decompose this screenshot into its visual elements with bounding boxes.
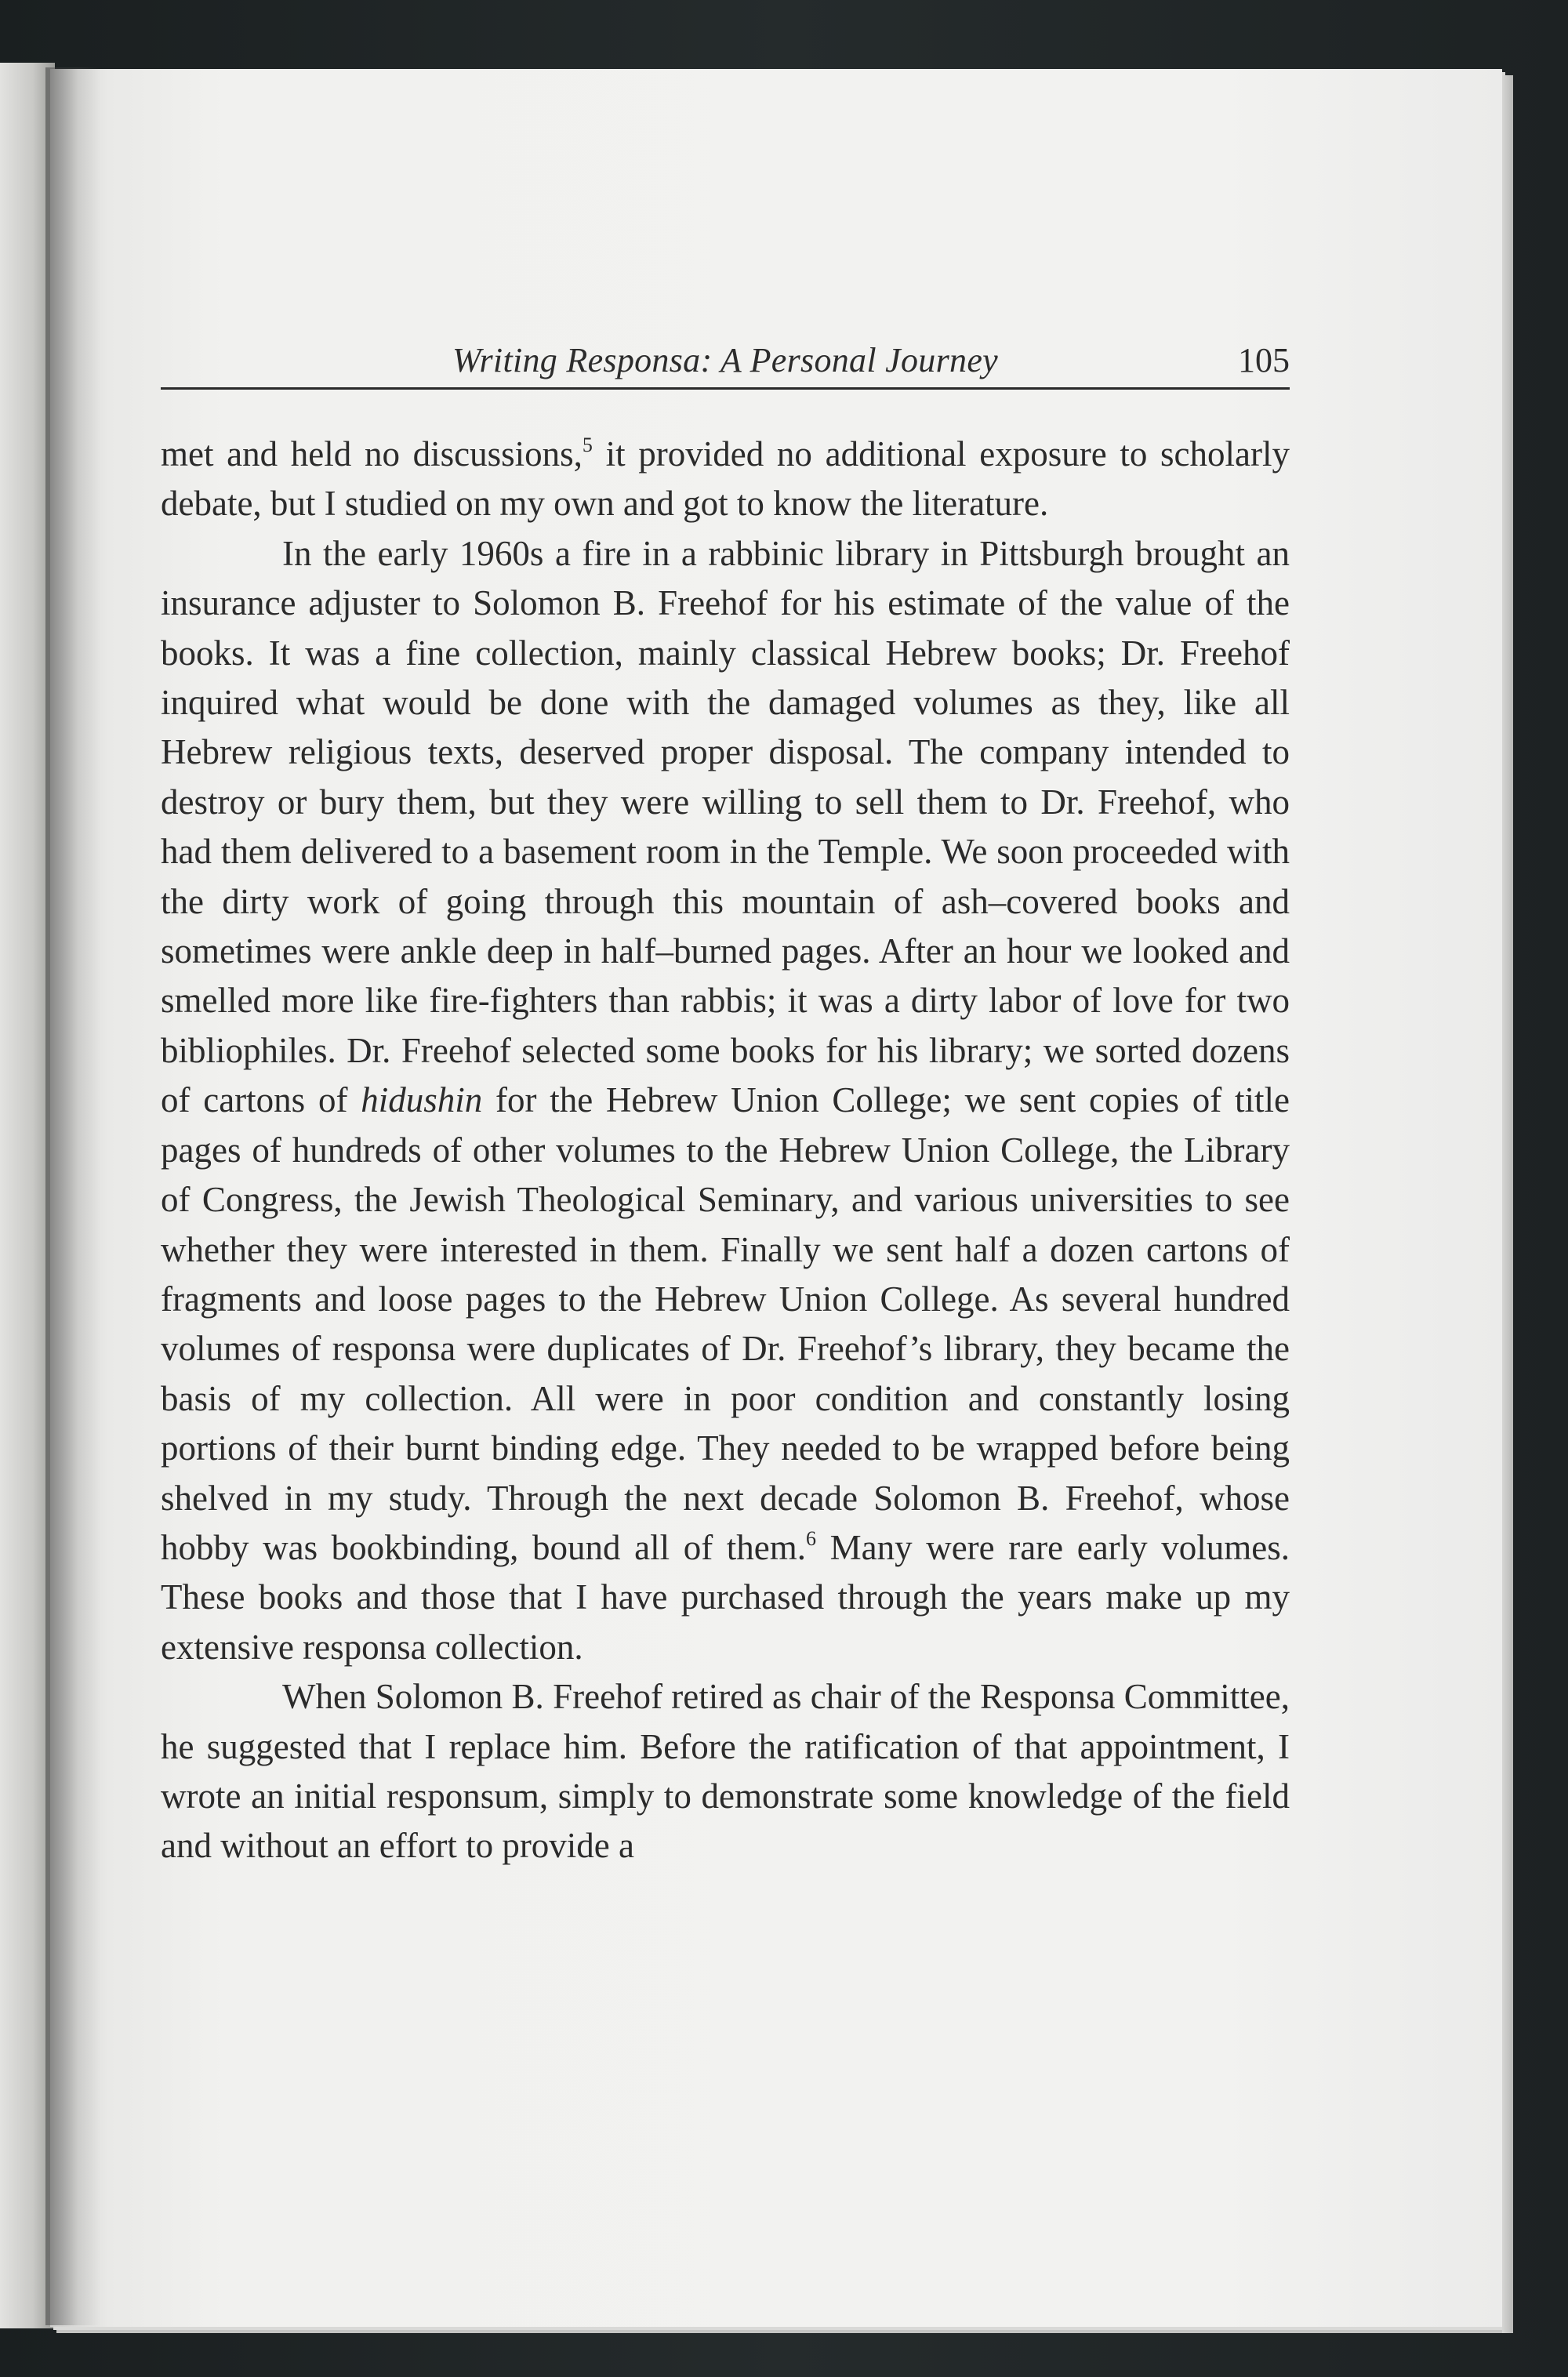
running-head [161, 336, 1290, 390]
running-title: Writing Responsa: A Personal Journey [452, 341, 998, 379]
page-number: 105 [1238, 341, 1290, 379]
gutter-shadow [45, 67, 100, 2325]
text-segment: for the Hebrew Union College; we sent copies of title pages of hundreds of other volumes to the Hebrew Union College, the Library of Congress, the Jewish Theological Seminary, and various universities to see whether they were interested in them. Finally we sent half a dozen cartons of fragments and loose pages to the Hebrew Union College. As several hundred volumes of responsa were duplicates of Dr. Freehof’s library, they became the basis of my collection. All were in poor condition and constantly losing portions of their burnt binding edge. They needed to be wrapped before being shelved in my study. Through the next decade Solomon B. Freehof, whose hobby was bookbinding, bound all of them. [161, 1080, 1290, 1567]
paragraph [161, 529, 1290, 1672]
italic-term: hidushin [361, 1080, 483, 1120]
page-edge-right [1502, 75, 1513, 2333]
text-segment: When Solomon B. Freehof retired as chair of the Responsa Committee, he suggested that I replace him. Before the ratification of that appointment, I wrote an initial responsum, simply to demonstrate some knowledge of the field and without an effort to provide a [161, 1677, 1290, 1866]
body-text [161, 430, 1290, 1871]
footnote-ref: 6 [806, 1526, 817, 1550]
paragraph [161, 430, 1290, 529]
text-segment: met and held no discussions, [161, 434, 583, 474]
footnote-ref: 5 [582, 434, 593, 456]
text-segment: Many were rare early volumes. These books and those that I have purchased through the years make up my extensive responsa collection. [161, 1527, 1290, 1667]
text-segment: In the early 1960s a fire in a rabbinic library in Pittsburgh brought an insurance adjuster to Solomon B. Freehof for his estimate of the value of the books. It was a fine collection, mainly classical Hebrew books; Dr. Freehof inquired what would be done with the damaged volumes as they, like all Hebrew religious texts, deserved proper disposal. The company intended to destroy or bury them, but they were willing to sell them to Dr. Freehof, who had them delivered to a basement room in the Temple. We soon proceeded with the dirty work of going through this mountain of ash–covered books and sometimes were ankle deep in half–burned pages. After an hour we looked and smelled more like fire-fighters than rabbis; it was a dirty labor of love for two bibliophiles. Dr. Freehof selected some books for his library; we sorted dozens of cartons of [161, 533, 1290, 1120]
text-segment: it provided no additional exposure to scholarly debate, but I studied on my own and got to know the literature. [161, 434, 1290, 524]
paragraph [161, 1672, 1290, 1871]
